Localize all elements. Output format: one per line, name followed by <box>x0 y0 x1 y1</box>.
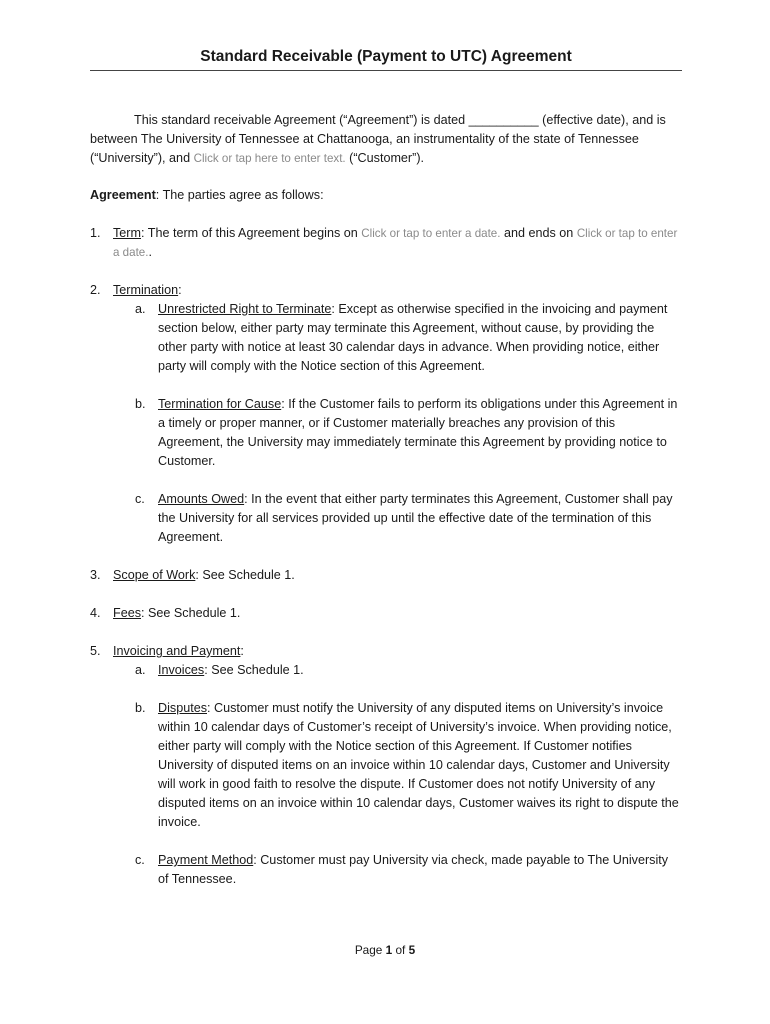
section-number: 4. <box>90 606 101 620</box>
subsection-heading: Amounts Owed <box>158 492 245 506</box>
subsection-unrestricted-right: a. Unrestricted Right to Terminate: Except as otherwise specified in the invoicing and payment section below, either party may terminate this Agreement, without cause, by providing the other party with notice at least 30 calendar days in advance. When providing notice, either party will comply with the Notice section of this Agreement. <box>90 300 682 376</box>
section-heading: Fees <box>113 606 141 620</box>
section-fees: 4. Fees: See Schedule 1. <box>90 604 682 623</box>
total-pages: 5 <box>408 943 416 957</box>
subsection-letter: a. <box>135 302 146 316</box>
intro-paragraph <box>90 111 682 168</box>
end-date-field[interactable]: Click or tap to enter a date. <box>113 227 678 259</box>
intro-text-1: This standard receivable Agreement (“Agreement”) is dated __________ (effective date), and is between The University of Tennessee at Chattanooga, an instrumentality of the state of Tennessee (“University”), and <box>90 113 666 165</box>
agreement-line <box>90 186 682 205</box>
subsection-payment-method: c. Payment Method: Customer must pay University via check, made payable to The University of Tennessee. <box>90 851 682 889</box>
subsection-letter: c. <box>135 853 145 867</box>
section-number: 2. <box>90 283 101 297</box>
subsection-amounts-owed: c. Amounts Owed: In the event that either party terminates this Agreement, Customer shall pay the University for all services provided up until the effective date of the termination of this Agreement. <box>90 490 682 547</box>
section-heading: Invoicing and Payment <box>113 644 241 658</box>
section-scope-of-work: 3. Scope of Work: See Schedule 1. <box>90 566 682 585</box>
section-heading: Scope of Work <box>113 568 196 582</box>
section-termination: 2. Termination: <box>90 281 682 300</box>
section-heading: Termination <box>113 283 179 297</box>
section-number: 3. <box>90 568 101 582</box>
current-page: 1 <box>385 943 393 957</box>
subsection-letter: b. <box>135 701 146 715</box>
subsection-heading: Termination for Cause <box>158 397 282 411</box>
subsection-heading: Invoices <box>158 663 205 677</box>
subsection-heading: Payment Method <box>158 853 254 867</box>
subsection-letter: a. <box>135 663 146 677</box>
section-number: 1. <box>90 226 101 240</box>
subsection-letter: c. <box>135 492 145 506</box>
agreement-label: Agreement <box>90 188 156 202</box>
section-number: 5. <box>90 644 101 658</box>
intro-text-2: (“Customer”). <box>345 151 425 165</box>
agreement-text: : The parties agree as follows: <box>155 188 324 202</box>
customer-name-field[interactable]: Click or tap here to enter text. <box>193 152 346 165</box>
subsection-invoices: a. Invoices: See Schedule 1. <box>90 661 682 680</box>
subsection-termination-for-cause: b. Termination for Cause: If the Customer fails to perform its obligations under this Agreement in a timely or proper manner, or if Customer materially breaches any provision of this Agreement, the University may immediately terminate this Agreement by providing notice to Customer. <box>90 395 682 471</box>
document-body <box>90 111 682 889</box>
page-number: Page 1 of 5 <box>354 943 416 957</box>
subsection-letter: b. <box>135 397 146 411</box>
section-heading: Term <box>113 226 141 240</box>
title-underline <box>90 70 682 71</box>
section-term: 1. Term: The term of this Agreement begins on Click or tap to enter a date. and ends on Click or tap to enter a date.. <box>90 224 682 262</box>
start-date-field[interactable]: Click or tap to enter a date. <box>361 227 501 240</box>
section-invoicing-and-payment: 5. Invoicing and Payment: <box>90 642 682 661</box>
document-title: Standard Receivable (Payment to UTC) Agreement <box>200 48 572 65</box>
subsection-heading: Unrestricted Right to Terminate <box>158 302 332 316</box>
subsection-heading: Disputes <box>158 701 207 715</box>
subsection-disputes: b. Disputes: Customer must notify the University of any disputed items on University’s invoice within 10 calendar days of Customer’s receipt of University’s invoice. When providing notice, either party will comply with the Notice section of this Agreement. If Customer notifies University of disputed items on an invoice within 10 calendar days, Customer and University will work in good faith to resolve the dispute. If Customer does not notify University of any disputed items on an invoice within 10 calendar days, Customer waives its right to dispute the invoice. <box>90 699 682 832</box>
